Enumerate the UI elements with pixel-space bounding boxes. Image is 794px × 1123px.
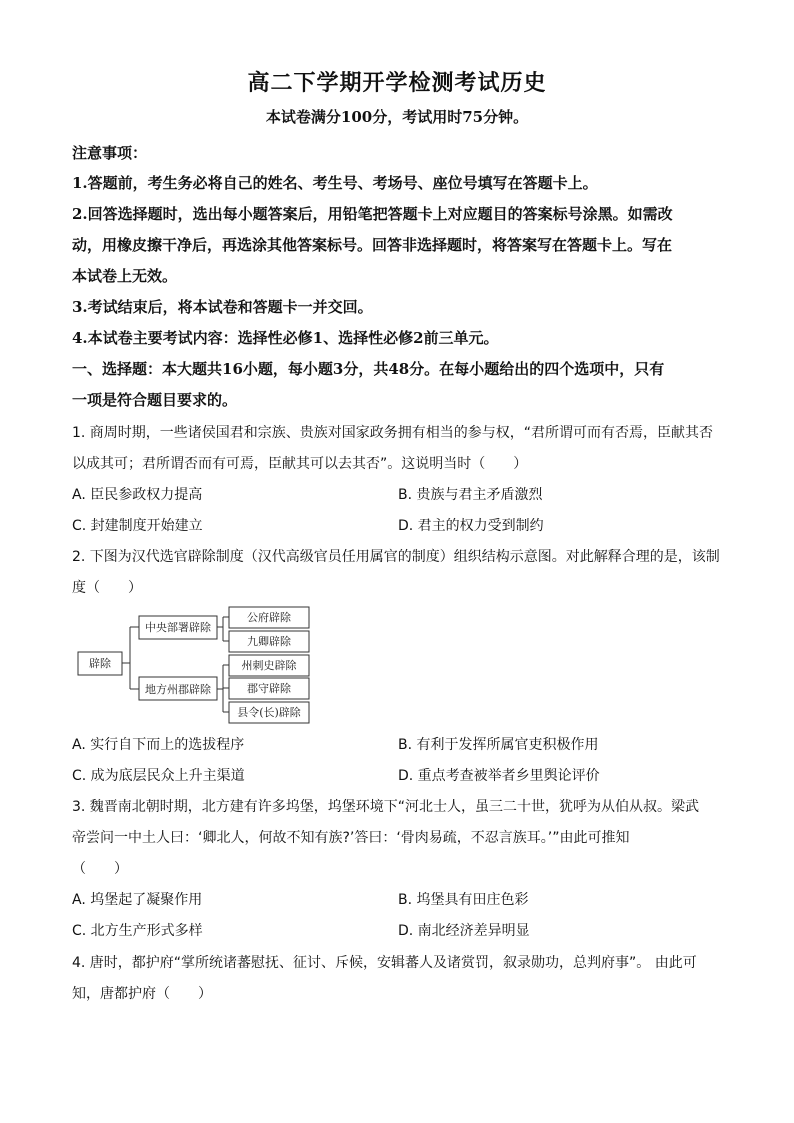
section-heading: 一、选择题：本大题共16小题，每小题3分，共48分。在每小题给出的四个选项中，只有 xyxy=(72,360,665,378)
question-2-option-c: C. 成为底层民众上升主渠道 xyxy=(72,768,245,784)
question-4-stem: 4. 唐时，都护府“掌所统诸蕃慰抚、征讨、斥候，安辑蕃人及诸赏罚，叙录勋功，总判府事”。 由此可 xyxy=(72,955,697,971)
question-2-option-d: D. 重点考查被举者乡里舆论评价 xyxy=(398,768,600,784)
diagram-label-cishi: 州刺史辟除 xyxy=(241,659,297,672)
notice-heading: 注意事项： xyxy=(72,144,148,162)
diagram-label-central: 中央部署辟除 xyxy=(145,621,211,634)
question-2-option-b: B. 有利于发挥所属官吏积极作用 xyxy=(398,737,599,753)
notice-item-3: 3.考试结束后，将本试卷和答题卡一并交回。 xyxy=(72,298,373,316)
question-1-stem: 1. 商周时期，一些诸侯国君和宗族、贵族对国家政务拥有相当的参与权，“君所谓可而有否焉，臣献其否 xyxy=(72,425,714,441)
notice-item-2-end: 本试卷上无效。 xyxy=(72,267,178,285)
question-3-option-b: B. 坞堡具有田庄色彩 xyxy=(398,892,529,908)
diagram-label-xianling: 县令(长)辟除 xyxy=(237,706,301,719)
diagram-label-junshou: 郡守辟除 xyxy=(247,682,291,695)
question-2-stem: 2. 下图为汉代选官辟除制度（汉代高级官员任用属官的制度）组织结构示意图。对此解释合理的是，该制 xyxy=(72,549,720,565)
diagram-label-jiuqing: 九卿辟除 xyxy=(247,635,291,648)
notice-item-2: 2.回答选择题时，选出每小题答案后，用铅笔把答题卡上对应题目的答案标号涂黑。如需改 xyxy=(72,205,673,223)
notice-item-4: 4.本试卷主要考试内容：选择性必修1、选择性必修2前三单元。 xyxy=(72,329,499,347)
question-3-option-c: C. 北方生产形式多样 xyxy=(72,923,203,939)
question-2-option-a: A. 实行自下而上的选拔程序 xyxy=(72,737,245,753)
question-1-option-c: C. 封建制度开始建立 xyxy=(72,518,203,534)
diagram-label-root: 辟除 xyxy=(89,657,111,670)
selection-structure-diagram xyxy=(72,604,317,726)
question-1-option-b: B. 贵族与君主矛盾激烈 xyxy=(398,487,543,503)
question-3-stem: 3. 魏晋南北朝时期，北方建有许多坞堡，坞堡环境下“河北士人，虽三二十世，犹呼为从伯从叔。梁武 xyxy=(72,799,700,815)
question-4-stem-cont: 知，唐都护府（ ） xyxy=(72,986,212,1002)
question-3-option-a: A. 坞堡起了凝聚作用 xyxy=(72,892,203,908)
question-1-stem-cont: 以成其可；君所谓否而有可焉，臣献其可以去其否”。这说明当时（ ） xyxy=(72,456,528,472)
diagram-label-local: 地方州郡辟除 xyxy=(145,683,211,696)
section-heading-cont: 一项是符合题目要求的。 xyxy=(72,391,238,409)
question-3-stem-end: （ ） xyxy=(72,861,128,877)
diagram-label-gongfu: 公府辟除 xyxy=(247,611,291,624)
page-subtitle: 本试卷满分100分，考试用时75分钟。 xyxy=(265,108,529,126)
notice-item-1: 1.答题前，考生务必将自己的姓名、考生号、考场号、座位号填写在答题卡上。 xyxy=(72,174,598,192)
page-title: 高二下学期开学检测考试历史 xyxy=(247,70,547,96)
question-3-stem-cont: 帝尝问一中土人曰：‘卿北人，何故不知有族?’答曰：‘骨肉易疏，不忍言族耳。’”由此可推知 xyxy=(72,830,630,846)
question-3-option-d: D. 南北经济差异明显 xyxy=(398,923,530,939)
question-2-stem-cont: 度（ ） xyxy=(72,580,142,596)
question-1-option-a: A. 臣民参政权力提高 xyxy=(72,487,203,503)
notice-item-2-cont: 动，用橡皮擦干净后，再选涂其他答案标号。回答非选择题时，将答案写在答题卡上。写在 xyxy=(72,236,673,254)
question-1-option-d: D. 君主的权力受到制约 xyxy=(398,518,544,534)
